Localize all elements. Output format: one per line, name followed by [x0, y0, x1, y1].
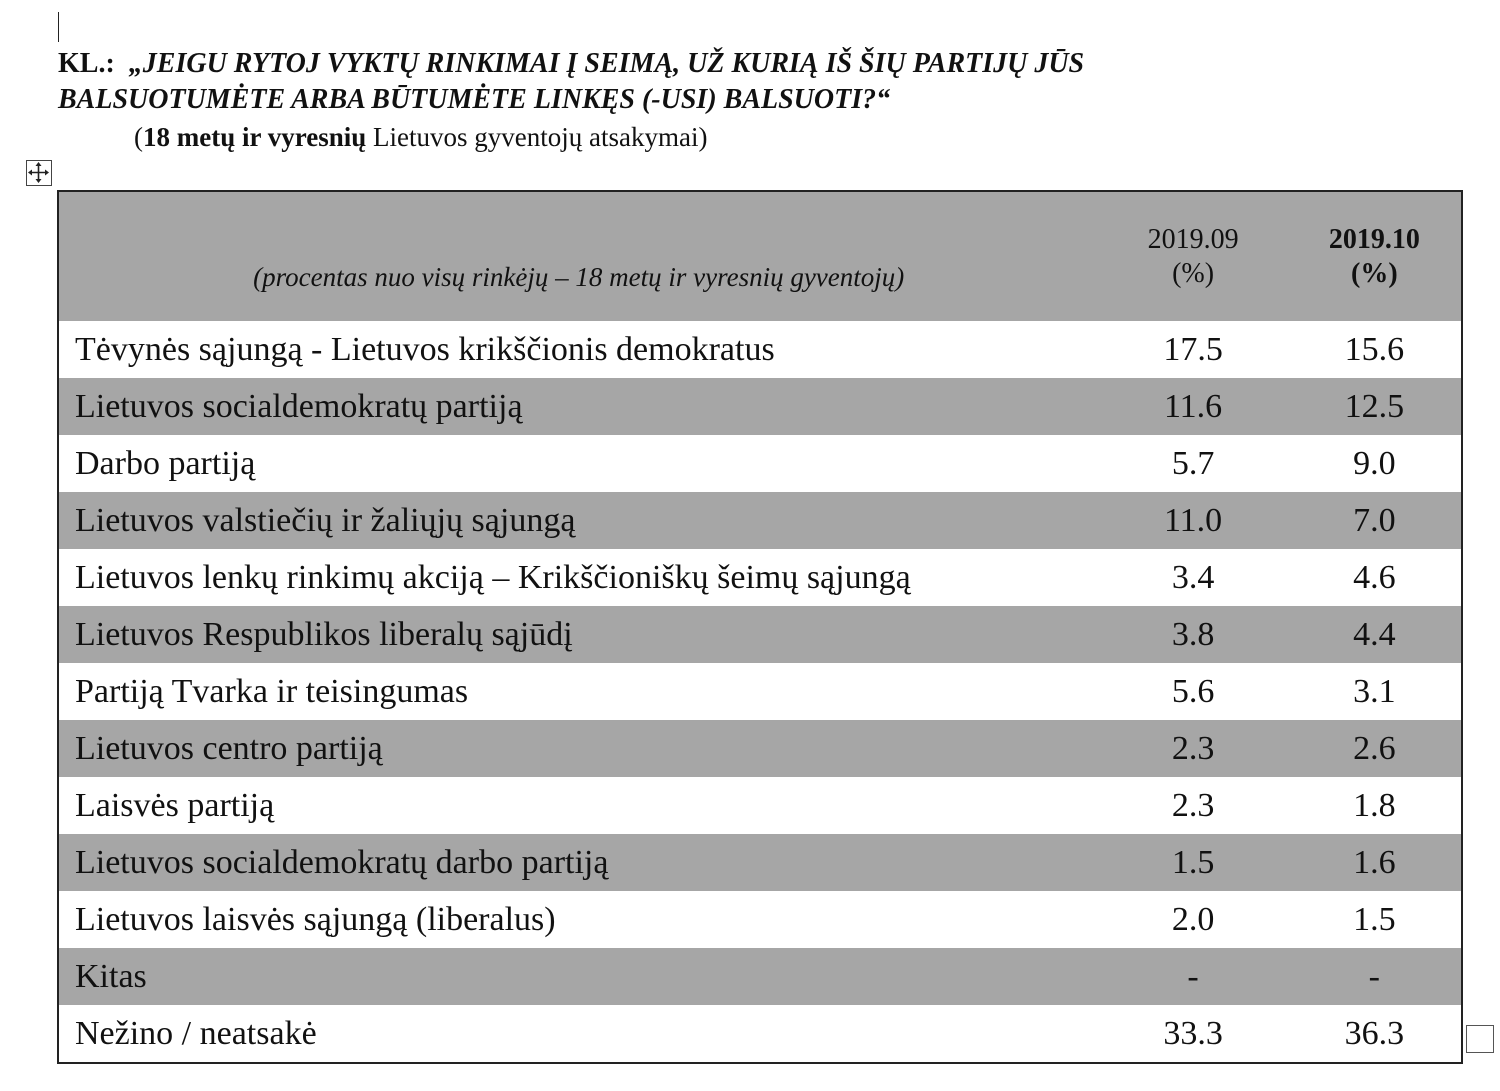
value-2019-10: -: [1288, 948, 1462, 1005]
header-2019-09: [1098, 191, 1287, 321]
table-row: [58, 1005, 1462, 1063]
party-name: Kitas: [58, 948, 1098, 1005]
header-2019-10-unit: (%): [1351, 257, 1398, 289]
poll-results-table: [57, 190, 1463, 1064]
table-row: [58, 834, 1462, 891]
party-name: Lietuvos socialdemokratų darbo partiją: [58, 834, 1098, 891]
value-2019-10: 36.3: [1288, 1005, 1462, 1063]
header-2019-10-label: 2019.10: [1328, 223, 1420, 255]
table-note: (procentas nuo visų rinkėjų – 18 metų ir vyresnių gyventojų): [58, 191, 1098, 321]
question-text-line-2: BALSUOTUMĖTE ARBA BŪTUMĖTE LINKĘS (-USI) BALSUOTI?“: [58, 84, 891, 115]
party-name: Lietuvos socialdemokratų partiją: [58, 378, 1098, 435]
table-row: [58, 549, 1462, 606]
value-2019-09: 11.0: [1098, 492, 1287, 549]
value-2019-09: 17.5: [1098, 321, 1287, 378]
move-arrows-icon: [27, 161, 50, 184]
header-2019-09-unit: (%): [1172, 257, 1215, 289]
value-2019-09: 5.7: [1098, 435, 1287, 492]
value-2019-10: 12.5: [1288, 378, 1462, 435]
value-2019-09: 5.6: [1098, 663, 1287, 720]
respondents-rest: Lietuvos gyventojų atsakymai): [366, 122, 708, 152]
table-row: [58, 435, 1462, 492]
party-name: Lietuvos centro partiją: [58, 720, 1098, 777]
party-name: Darbo partiją: [58, 435, 1098, 492]
party-name: Lietuvos laisvės sąjungą (liberalus): [58, 891, 1098, 948]
party-name: Laisvės partiją: [58, 777, 1098, 834]
table-resize-handle[interactable]: [1466, 1025, 1494, 1053]
respondents-open: (: [134, 122, 143, 152]
survey-question: [58, 46, 1084, 118]
value-2019-10: 1.5: [1288, 891, 1462, 948]
table-row: [58, 663, 1462, 720]
respondents-bold: 18 metų ir vyresnių: [143, 122, 367, 152]
value-2019-10: 1.6: [1288, 834, 1462, 891]
party-name: Nežino / neatsakė: [58, 1005, 1098, 1063]
table-row: [58, 720, 1462, 777]
table-header-row: [58, 191, 1462, 321]
table-row: [58, 891, 1462, 948]
table-row: [58, 948, 1462, 1005]
party-name: Lietuvos valstiečių ir žaliųjų sąjungą: [58, 492, 1098, 549]
value-2019-09: 33.3: [1098, 1005, 1287, 1063]
value-2019-09: 11.6: [1098, 378, 1287, 435]
value-2019-09: -: [1098, 948, 1287, 1005]
value-2019-10: 15.6: [1288, 321, 1462, 378]
value-2019-09: 2.3: [1098, 777, 1287, 834]
value-2019-10: 7.0: [1288, 492, 1462, 549]
party-name: Tėvynės sąjungą - Lietuvos krikščionis demokratus: [58, 321, 1098, 378]
header-2019-09-label: 2019.09: [1147, 223, 1239, 255]
text-cursor: [58, 12, 59, 42]
value-2019-09: 1.5: [1098, 834, 1287, 891]
respondents-note: [134, 120, 707, 154]
value-2019-10: 4.6: [1288, 549, 1462, 606]
value-2019-10: 9.0: [1288, 435, 1462, 492]
question-line-1: [58, 46, 1084, 82]
table-row: [58, 492, 1462, 549]
question-prefix: KL.:: [58, 48, 115, 79]
value-2019-09: 3.8: [1098, 606, 1287, 663]
header-2019-10: [1288, 191, 1462, 321]
table-row: [58, 606, 1462, 663]
value-2019-09: 2.0: [1098, 891, 1287, 948]
table-row: [58, 321, 1462, 378]
value-2019-09: 3.4: [1098, 549, 1287, 606]
value-2019-10: 1.8: [1288, 777, 1462, 834]
party-name: Lietuvos lenkų rinkimų akciją – Krikščioniškų šeimų sąjungą: [58, 549, 1098, 606]
table-row: [58, 378, 1462, 435]
party-name: Partiją Tvarka ir teisingumas: [58, 663, 1098, 720]
value-2019-10: 4.4: [1288, 606, 1462, 663]
party-name: Lietuvos Respublikos liberalų sąjūdį: [58, 606, 1098, 663]
question-text-line-1: „JEIGU RYTOJ VYKTŲ RINKIMAI Į SEIMĄ, UŽ KURIĄ IŠ ŠIŲ PARTIJŲ JŪS: [128, 48, 1085, 79]
value-2019-10: 3.1: [1288, 663, 1462, 720]
value-2019-09: 2.3: [1098, 720, 1287, 777]
table-move-handle[interactable]: [26, 160, 52, 186]
value-2019-10: 2.6: [1288, 720, 1462, 777]
table-row: [58, 777, 1462, 834]
